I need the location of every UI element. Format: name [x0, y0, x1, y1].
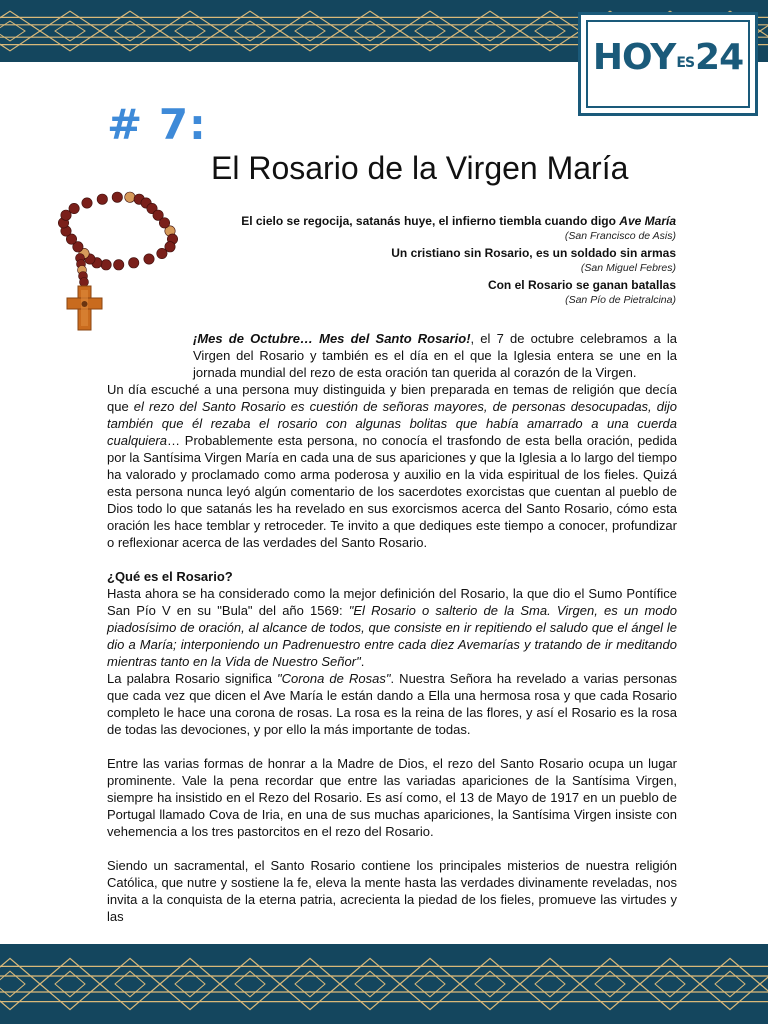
band-pattern: [0, 958, 768, 1009]
rosary-bead: [97, 194, 107, 204]
article-body: [107, 330, 677, 925]
bottom-decorative-band: [0, 944, 768, 1024]
quote-2-author: (San Miguel Febres): [580, 262, 676, 274]
logo-text: [581, 37, 755, 78]
rosary-bead: [112, 192, 122, 202]
page-title: El Rosario de la Virgen María: [211, 150, 629, 186]
intro-paragraph: ¡Mes de Octubre… Mes del Santo Rosario!, el 7 de octubre celebramos a la Virgen del Rosario y también es el día en el que la Iglesia entera se une en la jornada mundial del rezo de esta oración tan querida al corazón de la Virgen.: [193, 331, 678, 380]
hoy-es-24-logo: [578, 12, 758, 116]
section-paragraph-1: Hasta ahora se ha considerado como la mejor definición del Rosario, la que dio el Sumo Pontífice San Pío V en su "Bula" del año 1569: "El Rosario o salterio de la Sma. Virgen, es un modo piadosísimo de oración, al alcance de todos, que consiste en ir repitiendo el saludo que el ángel le dio a María; interponiendo un Padrenuestro entre cada diez Avemarías y tratando de ir meditando mientras tanto en la Vida de Nuestro Señor".: [107, 586, 677, 669]
cross-icon: [67, 286, 102, 330]
rosary-bead: [129, 258, 139, 268]
quotes-block: [150, 214, 676, 310]
rosary-bead: [125, 192, 135, 202]
logo-number: 24: [695, 37, 744, 78]
quote-3: Con el Rosario se ganan batallas: [487, 278, 676, 292]
article-number: # 7:: [107, 100, 207, 149]
logo-es: ES: [676, 55, 695, 71]
quote-2: Un cristiano sin Rosario, es un soldado sin armas: [391, 246, 676, 260]
rosary-bead: [82, 198, 92, 208]
section-heading: ¿Qué es el Rosario?: [107, 569, 233, 584]
quote-1-author: (San Francisco de Asis): [564, 230, 676, 242]
rosary-bead: [69, 203, 79, 213]
quote-3-author: (San Pío de Pietralcina): [565, 294, 676, 306]
quote-1: El cielo se regocija, satanás huye, el infierno tiembla cuando digo Ave María: [241, 214, 676, 228]
rosary-bead: [80, 278, 89, 287]
paragraph-2: Un día escuché a una persona muy distinguida y bien preparada en temas de religión que decía que el rezo del Santo Rosario es cuestión de señoras mayores, de personas desocupadas, dijo también que él rezaba el rosario con algunas bolitas que había amarrado a una cuerda cualquiera… Probablemente esta persona, no conocía el trasfondo de esta bella oración, pedida por la Santísima Virgen María en cada una de sus apariciones y que la Iglesia a lo largo del tiempo ha valorado y proclamado como arma poderosa y auxilio en la vida espiritual de los fieles. Quizá esta persona nunca leyó algún comentario de los sacerdotes exorcistas que cuentan al pueblo de Dios todo lo que satanás les ha revelado en sus exorcismos acerca del Santo Rosario, cómo esta oración les hace temblar y retroceder. Te invito a que dediques este tiempo a conocer, profundizar o reflexionar acerca de las verdades del Santo Rosario.: [107, 382, 677, 550]
rosary-bead: [114, 260, 124, 270]
logo-hoy: HOY: [592, 37, 676, 78]
paragraph-5: Siendo un sacramental, el Santo Rosario contiene los principales misterios de nuestra religión Católica, que nutre y sostiene la fe, eleva la mente hasta las verdades divinamente reveladas, nos invita a la conquista de la eterna patria, acrecienta la piedad de los fieles, promueve las virtudes y las: [107, 858, 677, 924]
section-paragraph-2: La palabra Rosario significa "Corona de Rosas". Nuestra Señora ha revelado a varias personas que cada vez que dicen el Ave María le están dando a Ella una hermosa rosa y que cada Rosario completo le hace una corona de rosas. La rosa es la reina de las flores, y así el Rosario es la rosa de todas las devociones, y por ello la más importante de todas.: [107, 671, 677, 737]
paragraph-4: Entre las varias formas de honrar a la Madre de Dios, el rezo del Santo Rosario ocupa un lugar prominente. Vale la pena recordar que entre las variadas apariciones de la Santísima Virgen, siempre ha insistido en el Rezo del Rosario. Es así como, el 13 de Mayo de 1917 en un pueblo de Portugal llamado Cova de Iria, en una de sus muchas apariciones, la Santísima Virgen insiste con vehemencia a los tres pastorcitos en el rezo del Rosario.: [107, 756, 677, 839]
rosary-bead: [101, 260, 111, 270]
